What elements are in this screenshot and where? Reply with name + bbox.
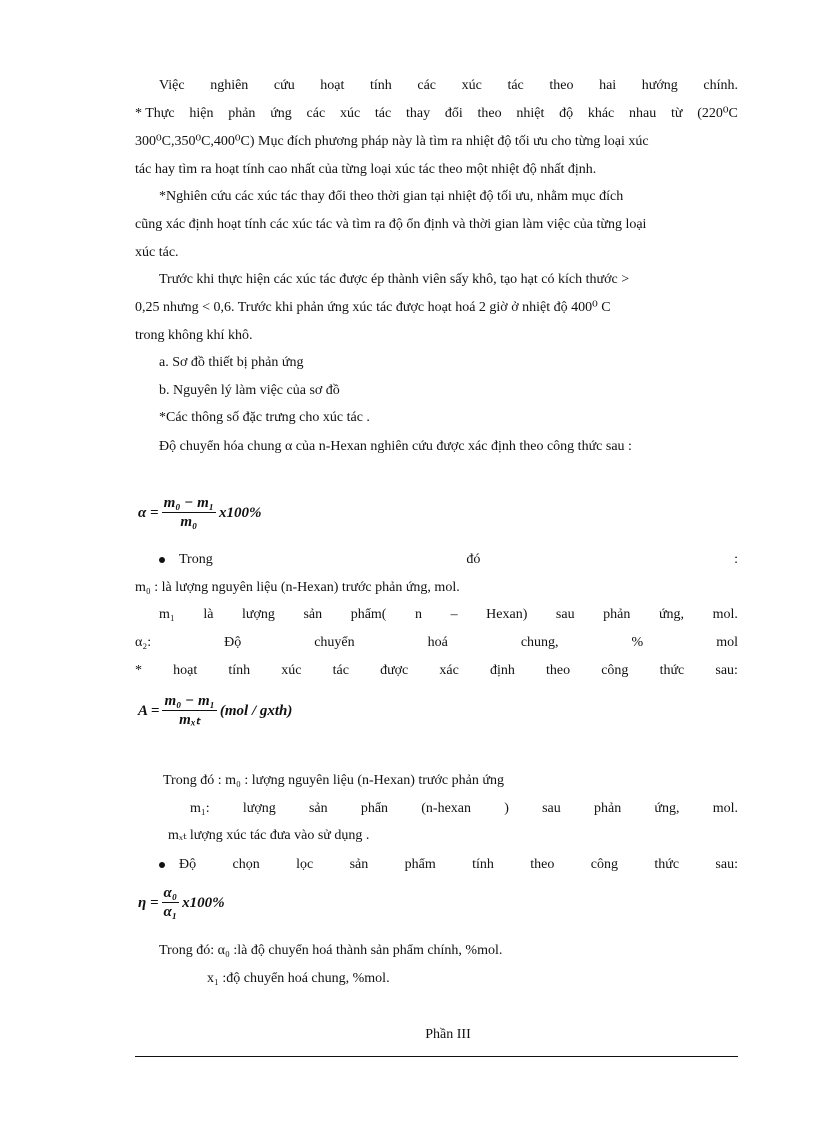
word: công (590, 857, 618, 872)
word: sản (308, 801, 328, 816)
word: được (380, 663, 409, 678)
word: xúc (461, 78, 482, 93)
word: thay (405, 106, 431, 121)
word: tính (228, 663, 251, 678)
word: sau (542, 801, 561, 816)
trong-do-word-2: đó (466, 552, 481, 567)
word: ứng (270, 106, 292, 121)
activity-line (135, 662, 738, 680)
word: theo (545, 663, 571, 678)
word: tính (370, 78, 392, 93)
word: công (601, 663, 629, 678)
formula-alpha-numerator: m₀ − m₁ (163, 495, 214, 511)
word: m₁ (159, 607, 175, 622)
item-b: b. Nguyên lý làm việc của sơ đồ (159, 383, 340, 398)
word: sản (349, 857, 369, 872)
para-3-line-3: xúc tác. (135, 245, 179, 260)
alpha-definition (135, 634, 738, 652)
word: Độ (224, 635, 242, 650)
formula-activity-denominator: mₓₜ (179, 712, 201, 728)
word: (220⁰C (697, 106, 738, 121)
mxt-definition: mₓₜ lượng xúc tác đưa vào sử dụng . (168, 828, 370, 843)
formula-selectivity-rhs: x100% (182, 894, 225, 911)
formula-activity (138, 693, 292, 729)
para-4-line-2: 0,25 nhưng < 0,6. Trước khi phản ứng xúc tác được hoạt hoá 2 giờ ở nhiệt độ 400⁰ C (135, 300, 611, 315)
formula-activity-numerator: m₀ − m₁ (164, 693, 215, 709)
word: theo (549, 78, 574, 93)
word: xúc (281, 663, 302, 678)
word: xác (439, 663, 459, 678)
word: * (135, 663, 142, 678)
word: thức (654, 857, 680, 872)
trong-do-3: Trong đó: α₀ :là độ chuyển hoá thành sản phẩm chính, %mol. (159, 943, 503, 958)
word: các (306, 106, 326, 121)
word: lọc (296, 857, 314, 872)
word: lượng (242, 801, 276, 816)
word: hướng (641, 78, 678, 93)
word: mol (716, 635, 738, 650)
word: độ (559, 106, 574, 121)
word: phẩm (404, 857, 436, 872)
formula-activity-rhs: (mol / gxth) (219, 702, 293, 719)
word: sau: (715, 663, 738, 678)
word: tính (472, 857, 494, 872)
word: nhau (629, 106, 657, 121)
m1-definition (159, 606, 738, 624)
word: phản (593, 801, 622, 816)
formula-alpha (138, 495, 262, 531)
word: chung, (520, 635, 559, 650)
word: chọn (232, 857, 260, 872)
formula-alpha-denominator: m₀ (180, 514, 198, 530)
word: Hexan) (486, 607, 528, 622)
word: chuyển (314, 635, 355, 650)
word: phẩm( (350, 607, 387, 622)
word: α₂: (135, 635, 152, 650)
word: hiện (189, 106, 214, 121)
para-4-line-3: trong không khí khô. (135, 328, 253, 343)
word: từ (671, 106, 683, 121)
trong-do-word-3: : (734, 552, 738, 567)
footer-rule (135, 1056, 738, 1057)
formula-selectivity (138, 885, 225, 921)
word: định (489, 663, 515, 678)
word: theo (530, 857, 555, 872)
word: hoá (427, 635, 448, 650)
para-3-line-1: *Nghiên cứu các xúc tác thay đổi theo thời gian tại nhiệt độ tối ưu, nhằm mục đích (159, 189, 624, 204)
word: (n-hexan (421, 801, 472, 816)
word: theo (477, 106, 502, 121)
formula-alpha-lhs: α = (138, 504, 159, 521)
item-a: a. Sơ đồ thiết bị phản ứng (159, 355, 304, 370)
formula-selectivity-lhs: η = (138, 894, 159, 911)
word: nghiên (210, 78, 249, 93)
word: tác (332, 663, 349, 678)
bullet-icon (159, 862, 165, 868)
word: khác (587, 106, 615, 121)
formula-alpha-rhs: x100% (219, 504, 262, 521)
word: chính. (703, 78, 738, 93)
word: Độ (179, 857, 197, 872)
item-c: *Các thông số đặc trưng cho xúc tác . (159, 410, 370, 425)
word: hoạt (173, 663, 198, 678)
para-4-line-1: Trước khi thực hiện các xúc tác được ép thành viên sấy khô, tạo hạt có kích thước > (159, 272, 630, 287)
word: m₁: (190, 801, 210, 816)
para-5: Độ chuyển hóa chung α của n-Hexan nghiên cứu được xác định theo công thức sau : (159, 439, 632, 454)
word: % (631, 635, 644, 650)
trong-do-word-1: Trong (179, 552, 213, 567)
word: hoạt (320, 78, 345, 93)
word: các (417, 78, 437, 93)
trong-do-line (159, 551, 738, 569)
word: nhiệt (516, 106, 545, 121)
word: xúc (339, 106, 361, 121)
word: * Thực (135, 106, 175, 121)
word: thức (659, 663, 685, 678)
footer-title: Phần III (425, 1027, 471, 1042)
word: đổi (444, 106, 463, 121)
x1-definition: x₁ :độ chuyển hoá chung, %mol. (207, 971, 390, 986)
selectivity-line (159, 856, 738, 874)
trong-do-2: Trong đó : m₀ : lượng nguyên liệu (n-Hexan) trước phản ứng (163, 773, 504, 788)
word: phản (228, 106, 256, 121)
word: sau (555, 607, 575, 622)
para-1 (159, 77, 738, 95)
word: sau: (715, 857, 738, 872)
word: tác (374, 106, 392, 121)
bullet-icon (159, 557, 165, 563)
word: – (450, 607, 458, 622)
para-2-line-1 (135, 105, 738, 123)
word: n (415, 607, 423, 622)
word: tác (507, 78, 524, 93)
word: mol. (712, 607, 738, 622)
para-2-line-3: tác hay tìm ra hoạt tính cao nhất của từng loại xúc tác theo một nhiệt độ nhất định. (135, 162, 597, 177)
word: ) (504, 801, 509, 816)
formula-selectivity-numerator: α₀ (163, 885, 178, 901)
word: phản (603, 607, 631, 622)
formula-activity-lhs: A = (138, 702, 160, 719)
selectivity-words (179, 856, 738, 874)
word: là (203, 607, 214, 622)
word: Việc (159, 78, 185, 93)
m0-definition: m₀ : là lượng nguyên liệu (n-Hexan) trước phản ứng, mol. (135, 580, 460, 595)
word: ứng, (658, 607, 685, 622)
word: hai (599, 78, 617, 93)
m1-definition-2 (190, 800, 738, 818)
para-2-line-2: 300⁰C,350⁰C,400⁰C) Mục đích phương pháp này là tìm ra nhiệt độ tối ưu cho từng loại xúc (135, 134, 649, 149)
word: mol. (712, 801, 738, 816)
word: cứu (273, 78, 295, 93)
para-3-line-2: cũng xác định hoạt tính các xúc tác và tìm ra độ ổn định và thời gian làm việc của từng loại (135, 217, 647, 232)
word: ứng, (654, 801, 680, 816)
word: phẩn (360, 801, 389, 816)
word: sản (303, 607, 323, 622)
word: lượng (242, 607, 275, 622)
formula-selectivity-denominator: α₁ (163, 904, 178, 920)
